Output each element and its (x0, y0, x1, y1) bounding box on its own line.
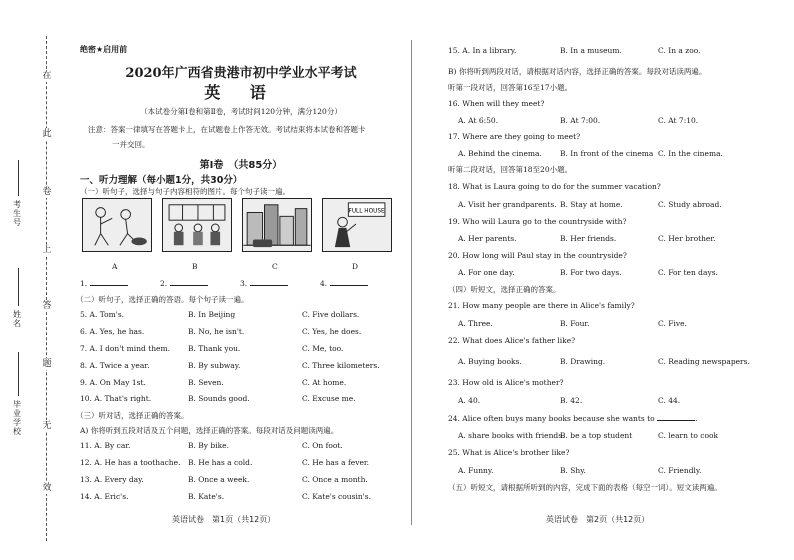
option-c[interactable]: C. 44. (658, 396, 681, 405)
section-heading-listening: 一、听力理解（每小题1分，共30分） (80, 175, 243, 186)
question-24 (448, 413, 697, 423)
option-c[interactable]: C. Five. (658, 319, 687, 328)
option-b[interactable]: B. Four. (560, 319, 590, 328)
part4-instruction: （四）听短文，选择正确的答案。 (448, 285, 561, 294)
option-a[interactable]: A. share books with friends. (458, 431, 565, 440)
option-a[interactable]: 8. A. Twice a year. (80, 361, 150, 370)
option-b[interactable]: B. Shy. (560, 466, 586, 475)
blank-line (250, 278, 288, 286)
option-b[interactable]: B. 42. (560, 396, 583, 405)
option-b[interactable]: B. By subway. (188, 361, 241, 370)
answer-number: 1. (80, 279, 88, 288)
binding-margin (0, 0, 72, 560)
picture-a-drawing (83, 199, 151, 251)
option-a[interactable]: A. Buying books. (458, 357, 522, 366)
option-b[interactable]: B. No, he isn't. (188, 327, 245, 336)
volume-title: 第Ⅰ卷 （共85分） (199, 160, 283, 171)
part1-instruction: （一）听句子，选择与句子内容相符的图片。每个句子读一遍。 (80, 187, 290, 196)
option-c[interactable]: C. Three kilometers. (302, 361, 380, 370)
option-c[interactable]: C. Excuse me. (302, 394, 356, 403)
option-a[interactable]: A. For one day. (458, 268, 515, 277)
option-a[interactable]: A. Three. (458, 319, 493, 328)
option-a[interactable]: 12. A. He has a toothache. (80, 458, 181, 467)
option-a[interactable]: A. Behind the cinema. (458, 149, 542, 158)
exam-page-2 (418, 0, 794, 560)
field-label-school: 毕业学校 (13, 400, 21, 436)
option-c[interactable]: C. Friendly. (658, 466, 702, 475)
option-b[interactable]: B. Stay at home. (560, 200, 623, 209)
option-a[interactable]: A. Her parents. (458, 234, 517, 243)
answer-blank-24[interactable] (657, 413, 698, 423)
option-b[interactable]: B. Drawing. (560, 357, 606, 366)
page-footer: 英语试卷 第2页（共12页） (546, 515, 650, 524)
part3-instruction: （三）听对话，选择正确的答案。 (76, 411, 189, 420)
option-c[interactable]: C. Her brother. (658, 234, 716, 243)
option-c[interactable]: C. learn to cook (658, 431, 719, 440)
question-20: 20. How long will Paul stay in the countryside? (448, 251, 627, 260)
picture-label-b: B (192, 262, 198, 271)
option-b[interactable]: B. In front of the cinema (560, 149, 654, 158)
exam-info: （本试卷分第Ⅰ卷和第Ⅱ卷，考试时间120分钟，满分120分） (140, 107, 342, 116)
option-c[interactable]: C. At home. (302, 378, 347, 387)
option-c[interactable]: C. In a zoo. (658, 46, 701, 55)
dialog1-instruction: 听第一段对话，回答第16至17小题。 (448, 83, 573, 92)
option-c[interactable]: C. He has a fever. (302, 458, 370, 467)
question-19: 19. Who will Laura go to the countryside with? (448, 217, 627, 226)
question-18: 18. What is Laura going to do for the summer vacation? (448, 182, 661, 191)
question-25: 25. What is Alice's brother like? (448, 448, 570, 457)
picture-d (322, 198, 392, 252)
binding-char: 上 (40, 244, 54, 256)
option-c[interactable]: C. For ten days. (658, 268, 718, 277)
answer-number: 2. (160, 279, 168, 288)
answer-blank-3[interactable] (240, 278, 288, 288)
option-b[interactable]: B. He has a cold. (188, 458, 253, 467)
option-a[interactable]: 6. A. Yes, he has. (80, 327, 145, 336)
answer-blank-2[interactable] (160, 278, 208, 288)
question-23: 23. How old is Alice's mother? (448, 378, 564, 387)
binding-char: 卷 (40, 186, 54, 198)
question-16: 16. When will they meet? (448, 99, 545, 108)
question-21: 21. How many people are there in Alice's family? (448, 301, 635, 310)
option-a[interactable]: A. 40. (458, 396, 481, 405)
notice (88, 122, 400, 152)
option-a[interactable]: 13. A. Every day. (80, 475, 144, 484)
exam-title: 2020年广西省贵港市初中学业水平考试 (125, 66, 357, 81)
option-b[interactable]: B. be a top student (560, 431, 633, 440)
picture-b (162, 198, 232, 252)
part3a-instruction: A) 你将听到五段对话及五个问题，选择正确的答案。每段对话及问题读两遍。 (80, 426, 339, 435)
binding-char: 题 (40, 358, 54, 370)
picture-d-sign-text: FULL HOUSE (348, 208, 385, 215)
option-c[interactable]: C. Five dollars. (302, 310, 360, 319)
option-c[interactable]: C. Once a month. (302, 475, 368, 484)
field-label-name: 姓名 (13, 310, 21, 328)
answer-blank-1[interactable] (80, 278, 128, 288)
option-c[interactable]: C. In the cinema. (658, 149, 723, 158)
question-17: 17. Where are they going to meet? (448, 132, 581, 141)
option-a[interactable]: 14. A. Eric's. (80, 492, 129, 501)
notice-line-1: 注意：答案一律填写在答题卡上，在试题卷上作答无效。考试结束将本试卷和答题卡 (88, 125, 366, 134)
partb-instruction: B) 你将听到两段对话，请根据对话内容，选择正确的答案。每段对话读两遍。 (448, 67, 707, 76)
blank-line (330, 278, 368, 286)
picture-c-drawing (243, 199, 311, 251)
field-line-school[interactable] (18, 352, 19, 396)
option-a[interactable]: A. Funny. (458, 466, 494, 475)
picture-a (82, 198, 152, 252)
confidential-mark: 绝密★启用前 (80, 45, 128, 54)
option-b[interactable]: B. Seven. (188, 378, 224, 387)
binding-char: 在 (40, 70, 54, 82)
option-a[interactable]: 5. A. Tom's. (80, 310, 125, 319)
binding-char: 此 (40, 128, 54, 140)
option-b[interactable]: B. By bike. (188, 441, 229, 450)
answer-number: 4. (320, 279, 328, 288)
option-c[interactable]: C. Reading newspapers. (658, 357, 750, 366)
answer-blank-4[interactable] (320, 278, 368, 288)
option-c[interactable]: C. Study abroad. (658, 200, 722, 209)
option-a[interactable]: 7. A. I don't mind them. (80, 344, 170, 353)
binding-char: 效 (40, 482, 54, 494)
option-b[interactable]: B. At 7:00. (560, 116, 601, 125)
binding-char: 无 (40, 420, 54, 432)
subject-title: 英 语 (204, 83, 278, 102)
option-b[interactable]: B. In Beijing (188, 310, 236, 319)
option-b[interactable]: B. Kate's. (188, 492, 225, 501)
option-b[interactable]: B. Her friends. (560, 234, 617, 243)
option-a[interactable]: 10. A. That's right. (80, 394, 152, 403)
option-b[interactable]: B. Sounds good. (188, 394, 250, 403)
blank-line (170, 278, 208, 286)
field-label-candidate-no: 考生号 (13, 200, 21, 227)
binding-char: 答 (40, 300, 54, 312)
field-line-candidate-no[interactable] (18, 160, 19, 196)
notice-line-2: 一并交回。 (112, 140, 150, 149)
option-c[interactable]: C. Me, too. (302, 344, 344, 353)
option-c[interactable]: C. On foot. (302, 441, 343, 450)
part2-instruction: （二）听句子，选择正确的答语。每个句子读一遍。 (76, 295, 249, 304)
option-c[interactable]: C. Kate's cousin's. (302, 492, 371, 501)
option-a[interactable]: 9. A. On May 1st. (80, 378, 146, 387)
page-footer: 英语试卷 第1页（共12页） (172, 515, 276, 524)
picture-b-drawing (163, 199, 231, 251)
picture-d-drawing (323, 199, 391, 251)
option-b[interactable]: B. In a museum. (560, 46, 622, 55)
picture-label-d: D (352, 262, 359, 271)
question-22: 22. What does Alice's father like? (448, 336, 576, 345)
question-24-text: 24. Alice often buys many books because she wants to (448, 414, 655, 423)
option-c[interactable]: C. At 7:10. (658, 116, 699, 125)
picture-label-a: A (112, 262, 118, 271)
option-b[interactable]: B. For two days. (560, 268, 622, 277)
option-a[interactable]: A. At 6:50. (458, 116, 499, 125)
question-24-end: . (695, 414, 698, 423)
option-a[interactable]: 11. A. By car. (80, 441, 131, 450)
exam-page-1 (76, 0, 406, 560)
picture-label-c: C (272, 262, 278, 271)
answer-number: 3. (240, 279, 248, 288)
part5-instruction: （五）听短文，请根据所听到的内容，完成下面的表格（每空一词）。短文读两遍。 (448, 483, 722, 492)
option-b[interactable]: B. Once a week. (188, 475, 250, 484)
dialog2-instruction: 听第二段对话，回答第18至20小题。 (448, 165, 573, 174)
option-a[interactable]: A. Visit her grandparents. (458, 200, 557, 209)
field-line-name[interactable] (18, 268, 19, 306)
page-divider (411, 40, 412, 525)
option-c[interactable]: C. Yes, he does. (302, 327, 362, 336)
binding-dashed-line (46, 36, 47, 541)
picture-c (242, 198, 312, 252)
blank-line (90, 278, 128, 286)
option-a[interactable]: 15. A. In a library. (448, 46, 517, 55)
option-b[interactable]: B. Thank you. (188, 344, 241, 353)
